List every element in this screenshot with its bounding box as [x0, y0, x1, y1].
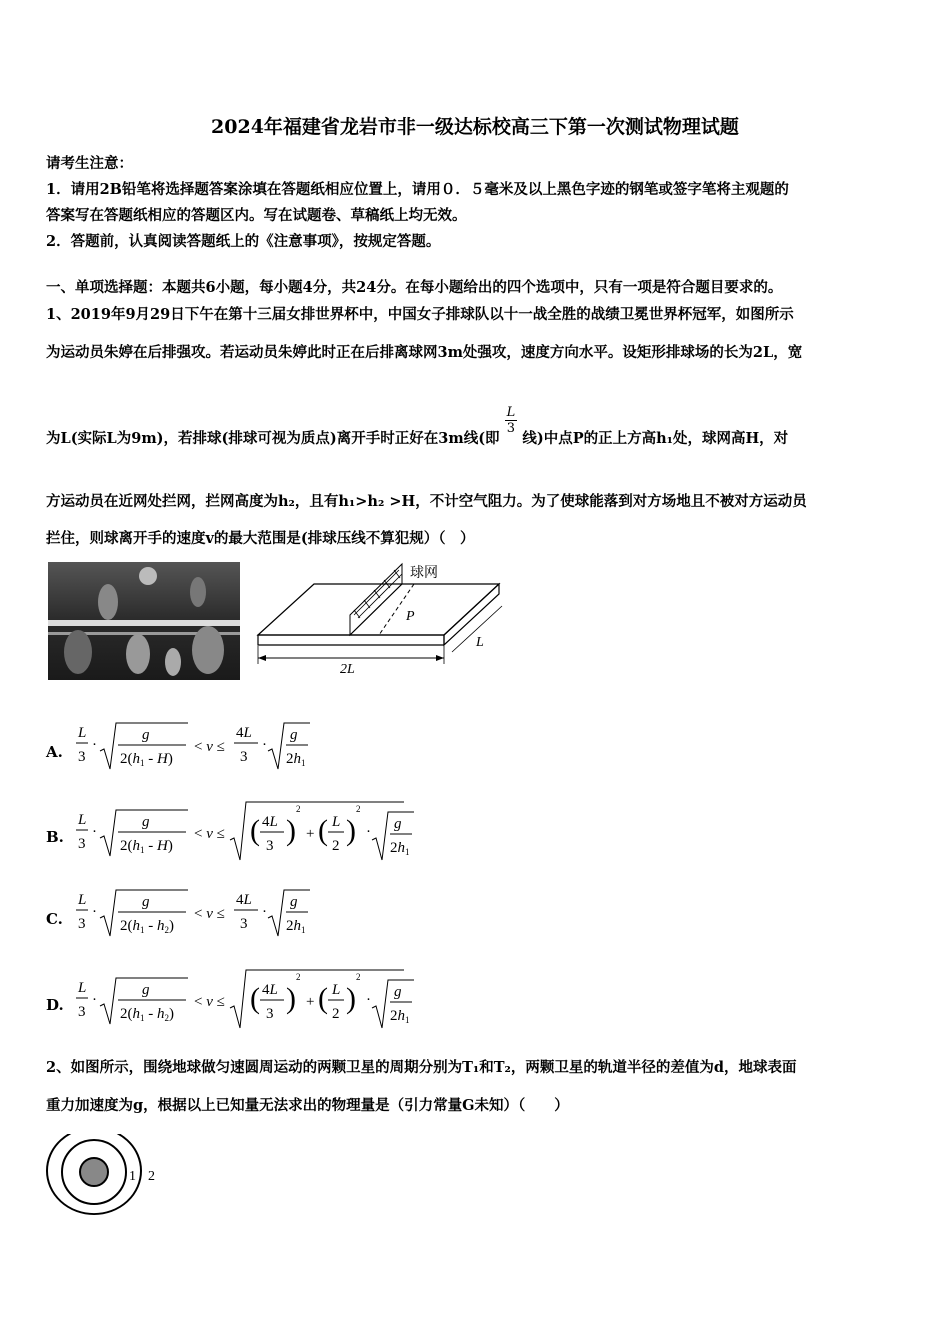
- q1-line-3a: 为L(实际L为9m)，若排球(排球可视为质点)离开手时正好在3m线(即: [46, 430, 500, 447]
- option-d-letter: D.: [46, 996, 64, 1014]
- svg-text:2(h1 - h2): $2(h_1 - h_2)$: [120, 1006, 174, 1023]
- svg-text:): ): [346, 982, 356, 1015]
- svg-text:4L: 4L: [236, 725, 252, 741]
- svg-text:·: ·: [262, 904, 267, 920]
- svg-text:L: L: [78, 725, 87, 741]
- svg-text:L: L: [332, 814, 341, 830]
- length-l-label: L: [476, 635, 484, 650]
- svg-text:2(h1 - H): $2(h_1 - H)$: [120, 751, 173, 768]
- svg-text:·: ·: [92, 992, 97, 1008]
- svg-text:(: (: [318, 814, 328, 847]
- svg-text:+: +: [306, 994, 315, 1010]
- svg-text:+: +: [306, 826, 315, 842]
- option-a[interactable]: [46, 715, 376, 775]
- svg-text:2: 2: [332, 1006, 340, 1022]
- svg-text:·: ·: [92, 904, 97, 920]
- svg-text:g: g: [290, 894, 298, 910]
- orbit-diagram-rings: [44, 1134, 174, 1224]
- fraction-denominator: 3: [506, 420, 516, 436]
- svg-text:·: ·: [92, 737, 97, 753]
- svg-text:4L: 4L: [236, 892, 252, 908]
- option-c-letter: C.: [46, 910, 63, 928]
- svg-text:L: L: [332, 982, 341, 998]
- notice-item-1a: 1．请用2B铅笔将选择题答案涂填在答题纸相应位置上，请用０．５毫米及以上黑色字迹的钢笔或签字笔将主观题的: [46, 181, 789, 198]
- court-diagram: [254, 560, 504, 682]
- option-c-formula: [74, 882, 374, 942]
- notice-item-2: 2．答题前，认真阅读答题纸上的《注意事项》，按规定答题。: [46, 233, 441, 250]
- svg-text:(: (: [250, 982, 260, 1015]
- option-b-formula: [74, 798, 424, 862]
- svg-text:2: 2: [356, 972, 361, 982]
- q1-line-2: 为运动员朱婷在后排强攻。若运动员朱婷此时正在后排离球网3m处强攻，速度方向水平。设矩形排球场的长为2L，宽: [46, 344, 803, 361]
- svg-text:< v ≤: < v ≤: [194, 994, 225, 1010]
- volleyball-photo: [48, 562, 240, 680]
- svg-text:): ): [286, 982, 296, 1015]
- q1-line-4: 方运动员在近网处拦网，拦网高度为h₂，且有h₁>h₂ >H，不计空气阻力。为了使球能落到对方场地且不被对方运动员: [46, 493, 807, 510]
- svg-text:< v ≤: < v ≤: [194, 906, 225, 922]
- option-c[interactable]: [46, 882, 376, 942]
- svg-text:g: g: [394, 816, 402, 832]
- option-b-letter: B.: [46, 828, 64, 846]
- svg-text:3: 3: [266, 1006, 274, 1022]
- svg-text:2: 2: [296, 804, 301, 814]
- svg-text:2h1: $2h_1$: [286, 751, 306, 768]
- point-p-label: P: [406, 609, 415, 624]
- svg-text:3: 3: [78, 1004, 86, 1020]
- page-title: 2024年福建省龙岩市非一级达标校高三下第一次测试物理试题: [211, 116, 739, 138]
- svg-text:(: (: [318, 982, 328, 1015]
- svg-text:< v ≤: < v ≤: [194, 826, 225, 842]
- svg-text:g: g: [394, 984, 402, 1000]
- svg-text:·: ·: [366, 824, 371, 840]
- svg-text:4L: 4L: [262, 814, 278, 830]
- q1-line-5: 拦住，则球离开手的速度v的最大范围是(排球压线不算犯规）（ ）: [46, 530, 475, 547]
- svg-text:·: ·: [92, 824, 97, 840]
- notice-heading: 请考生注意：: [46, 155, 133, 172]
- option-a-letter: A.: [46, 743, 63, 761]
- svg-text:·: ·: [262, 737, 267, 753]
- q2-line-2: 重力加速度为g，根据以上已知量无法求出的物理量是（引力常量G未知）（ ）: [46, 1097, 569, 1114]
- svg-text:): ): [286, 814, 296, 847]
- svg-text:L: L: [78, 980, 87, 996]
- q2-line-1: 2、如图所示，围绕地球做匀速圆周运动的两颗卫星的周期分别为T₁和T₂，两颗卫星的轨道半径的差值为d，地球表面: [46, 1059, 797, 1076]
- svg-text:·: ·: [366, 992, 371, 1008]
- svg-text:L: L: [78, 812, 87, 828]
- third-fraction: [505, 405, 518, 436]
- option-a-formula: [74, 715, 374, 775]
- svg-text:g: g: [142, 894, 150, 910]
- svg-text:g: g: [142, 727, 150, 743]
- svg-text:3: 3: [78, 836, 86, 852]
- svg-text:3: 3: [240, 916, 248, 932]
- svg-text:g: g: [142, 982, 150, 998]
- q1-line-3: [46, 404, 789, 448]
- svg-text:(: (: [250, 814, 260, 847]
- orbit-label-1: 1: [129, 1169, 136, 1184]
- svg-text:2: 2: [296, 972, 301, 982]
- svg-text:3: 3: [78, 749, 86, 765]
- option-d-formula: [74, 966, 424, 1030]
- svg-text:3: 3: [240, 749, 248, 765]
- svg-text:2: 2: [356, 804, 361, 814]
- svg-text:3: 3: [266, 838, 274, 854]
- svg-text:2: 2: [332, 838, 340, 854]
- q1-line-3b: 线)中点P的正上方高h₁处，球网高H，对: [522, 430, 789, 447]
- svg-text:2(h1 - H): $2(h_1 - H)$: [120, 838, 173, 855]
- svg-text:2h1: $2h_1$: [286, 918, 306, 935]
- net-label: 球网: [410, 566, 438, 581]
- q1-line-1: 1、2019年9月29日下午在第十三届女排世界杯中，中国女子排球队以十一战全胜的战绩卫冕世界杯冠军，如图所示: [46, 306, 794, 323]
- svg-text:g: g: [142, 814, 150, 830]
- svg-text:g: g: [290, 727, 298, 743]
- svg-text:2(h1 - h2): $2(h_1 - h_2)$: [120, 918, 174, 935]
- orbit-label-2: 2: [148, 1169, 155, 1184]
- section-heading: 一、单项选择题：本题共6小题，每小题4分，共24分。在每小题给出的四个选项中，只有一项是符合题目要求的。: [46, 279, 783, 296]
- width-2l-label: 2L: [340, 662, 355, 677]
- svg-text:3: 3: [78, 916, 86, 932]
- svg-text:2h1: $2h_1$: [390, 840, 410, 857]
- svg-text:< v ≤: < v ≤: [194, 739, 225, 755]
- svg-text:2h1: $2h_1$: [390, 1008, 410, 1025]
- option-b[interactable]: [46, 798, 426, 862]
- svg-text:): ): [346, 814, 356, 847]
- fraction-numerator: L: [506, 404, 516, 420]
- svg-text:L: L: [78, 892, 87, 908]
- svg-text:4L: 4L: [262, 982, 278, 998]
- option-d[interactable]: [46, 966, 426, 1030]
- notice-item-1b: 答案写在答题纸相应的答题区内。写在试题卷、草稿纸上均无效。: [46, 207, 467, 224]
